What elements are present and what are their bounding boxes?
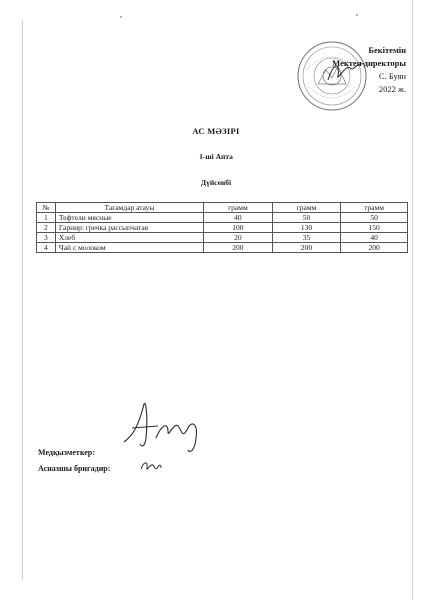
- table-row: [37, 233, 408, 243]
- head-cook-label: Асназшы бригадир:: [38, 464, 111, 473]
- gram-value-2: 130: [272, 223, 341, 233]
- table-row: [37, 243, 408, 253]
- row-number: 2: [37, 223, 56, 233]
- table-header-row: [37, 203, 408, 213]
- day-label: Дүйсенбі: [200, 178, 232, 187]
- gram-value-1: 100: [204, 223, 273, 233]
- director-signature-icon: [326, 58, 366, 84]
- approval-year: 2022 ж.: [378, 84, 406, 94]
- gram-value-2: 200: [272, 243, 341, 253]
- header-gram-3: грамм: [341, 203, 408, 213]
- scan-edge: [412, 0, 413, 600]
- gram-value-3: 50: [341, 213, 408, 223]
- header-number: №: [37, 203, 56, 213]
- medical-signature-icon: [118, 398, 218, 458]
- gram-value-1: 200: [204, 243, 273, 253]
- row-number: 3: [37, 233, 56, 243]
- document-title: АС МӘЗІРІ: [192, 126, 240, 136]
- cook-signature-icon: [140, 459, 162, 473]
- row-number: 1: [37, 213, 56, 223]
- gram-value-1: 40: [204, 213, 273, 223]
- table-row: [37, 213, 408, 223]
- gram-value-3: 200: [341, 243, 408, 253]
- header-dish-name: Тағамдар атауы: [55, 203, 203, 213]
- row-number: 4: [37, 243, 56, 253]
- dish-name: Чай с молоком: [55, 243, 203, 253]
- menu-table: [36, 202, 408, 253]
- scan-speck: [356, 14, 358, 16]
- dish-name: Гарнир: гречка рассыпчатая: [55, 223, 203, 233]
- dish-name: Хлеб: [55, 233, 203, 243]
- week-label: 1-ші Апта: [199, 152, 233, 161]
- approval-name: С. Буян: [378, 71, 406, 81]
- dish-name: Тефтели мясные: [55, 213, 203, 223]
- gram-value-3: 40: [341, 233, 408, 243]
- gram-value-3: 150: [341, 223, 408, 233]
- table-row: [37, 223, 408, 233]
- scan-speck: [120, 16, 122, 18]
- gram-value-2: 50: [272, 213, 341, 223]
- header-gram-1: грамм: [204, 203, 273, 213]
- header-gram-2: грамм: [272, 203, 341, 213]
- approval-position: Мектеп директоры: [332, 58, 406, 68]
- approval-heading: Бекітемін: [368, 45, 406, 55]
- scan-edge: [22, 20, 23, 580]
- gram-value-2: 35: [272, 233, 341, 243]
- medical-staff-label: Медқызметкер:: [38, 448, 95, 457]
- gram-value-1: 20: [204, 233, 273, 243]
